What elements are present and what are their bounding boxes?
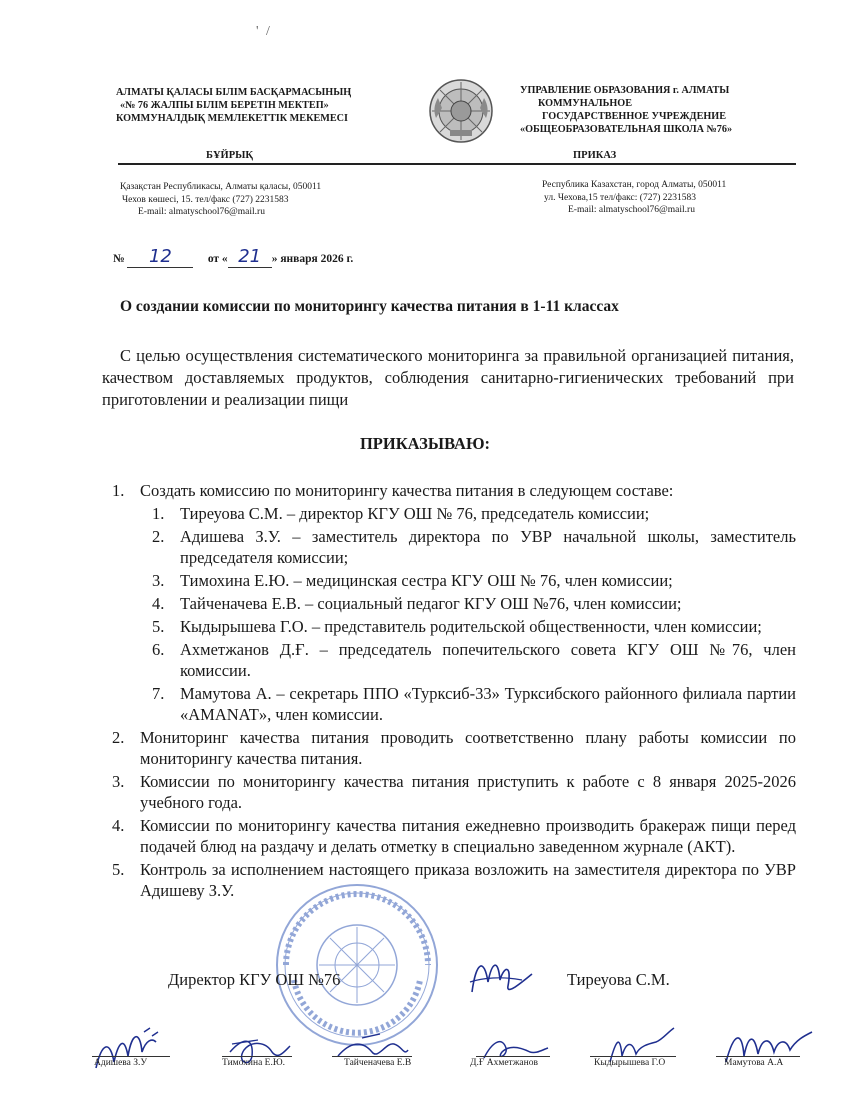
member-number: 1. [152, 504, 165, 523]
header-kz [116, 86, 386, 125]
signature-name: Мамутова А.А [724, 1058, 784, 1068]
item-text: Контроль за исполнением настоящего приказа возложить на заместителя директора по УВР Адишеву З.У. [140, 860, 796, 900]
member-item [100, 683, 796, 725]
member-text: Ахметжанов Д.Ғ. – председатель попечительского совета КГУ ОШ №76, член комиссии. [180, 640, 796, 680]
date-prefix: от « [207, 253, 228, 265]
address-kz-line: Чехов көшесі, 15. тел/факс (727) 2231583 [122, 194, 289, 205]
item-text: Мониторинг качества питания проводить соответственно плану работы комиссии по мониторингу качества питания. [140, 728, 796, 768]
signature-name: Адишева З.У [94, 1058, 148, 1068]
signature-line [716, 1056, 800, 1057]
order-items [100, 480, 796, 903]
document-title: О создании комиссии по мониторингу качества питания в 1-11 классах [120, 298, 619, 315]
signature-line [332, 1056, 412, 1057]
member-number: 7. [152, 684, 165, 703]
header-ru-line: КОММУНАЛЬНОЕ [538, 98, 633, 109]
date-suffix: » января 2026 г. [271, 253, 354, 265]
member-number: 6. [152, 640, 165, 659]
item-text: Комиссии по мониторингу качества питания приступить к работе с 8 января 2025-2026 учебного года. [140, 772, 796, 812]
member-item [100, 526, 796, 568]
address-ru-line: Республика Казахстан, город Алматы, 050011 [542, 180, 727, 190]
item-text: Создать комиссию по мониторингу качества питания в следующем составе: [140, 481, 674, 500]
item-number: 5. [112, 860, 125, 879]
item-number: 4. [112, 816, 125, 835]
item-number: 1. [112, 481, 125, 500]
list-item [100, 771, 796, 813]
member-number: 4. [152, 594, 165, 613]
member-text: Тимохина Е.Ю. – медицинская сестра КГУ ОШ № 76, член комиссии; [180, 571, 673, 590]
item-text: Комиссии по мониторингу качества питания ежедневно производить бракераж пищи перед подачей блюд на раздачу и делать отметку в специально заведенном журнале (АКТ). [140, 816, 796, 856]
order-number-date [113, 246, 353, 268]
member-text: Тиреуова С.М. – директор КГУ ОШ № 76, председатель комиссии; [180, 504, 650, 523]
member-item [100, 639, 796, 681]
address-kz [120, 181, 321, 219]
member-item [100, 570, 796, 591]
signature-line [476, 1056, 550, 1057]
header-ru-line: УПРАВЛЕНИЕ ОБРАЗОВАНИЯ г. АЛМАТЫ [520, 85, 730, 96]
director-label: Директор КГУ ОШ №76 [168, 970, 341, 989]
header-kz-line: КОММУНАЛДЫҚ МЕМЛЕКЕТТІК МЕКЕМЕСІ [116, 113, 348, 124]
member-number: 3. [152, 571, 165, 590]
item-number: 2. [112, 728, 125, 747]
member-number: 2. [152, 527, 165, 546]
signature-line [222, 1056, 292, 1057]
signature-name: Кыдырышева Г.О [594, 1058, 666, 1068]
header-divider [118, 163, 796, 165]
signature-line [590, 1056, 676, 1057]
signature-name: Д.Ғ Ахметжанов [470, 1058, 538, 1068]
director-name: Тиреуова С.М. [567, 970, 670, 989]
signature-name: Тимохина Е.Ю. [222, 1058, 286, 1068]
address-ru-line: ул. Чехова,15 тел/факс: (727) 2231583 [544, 192, 696, 203]
address-ru [542, 179, 726, 217]
member-number: 5. [152, 617, 165, 636]
order-number-field [127, 246, 193, 268]
order-day: 21 [238, 246, 262, 267]
director-signature-icon [462, 952, 542, 1002]
header-kz-line: «№ 76 ЖАЛПЫ БІЛІМ БЕРЕТІН МЕКТЕП» [120, 100, 329, 111]
member-text: Тайченачева Е.В. – социальный педагог КГУ ОШ №76, член комиссии; [180, 594, 682, 613]
preamble [102, 345, 794, 411]
order-label-kz: БҰЙРЫҚ [206, 150, 254, 161]
header-ru-line: «ОБЩЕОБРАЗОВАТЕЛЬНАЯ ШКОЛА №76» [520, 124, 733, 135]
member-item [100, 593, 796, 614]
member-text: Кыдырышева Г.О. – представитель родительской общественности, член комиссии; [180, 617, 762, 636]
number-prefix: № [113, 253, 125, 265]
list-item [100, 480, 796, 501]
member-item [100, 503, 796, 524]
signature-line [92, 1056, 170, 1057]
member-text: Адишева З.У. – заместитель директора по УВР начальной школы, заместитель председателя комиссии; [180, 527, 796, 567]
command-heading: ПРИКАЗЫВАЮ: [359, 434, 491, 453]
header-ru [520, 84, 770, 136]
item-number: 3. [112, 772, 125, 791]
preamble-text: С целью осуществления систематического мониторинга за правильной организацией питания, качеством доставляемых продуктов, соблюдения санитарно-гигиенических требований при приготовлении и реализации пищи [102, 346, 794, 409]
address-ru-line: E-mail: almatyschool76@mail.ru [568, 205, 695, 215]
signature-name: Тайченачева Е.В [344, 1058, 412, 1068]
header-kz-line: АЛМАТЫ ҚАЛАСЫ БІЛІМ БАСҚАРМАСЫНЫҢ [116, 87, 352, 98]
top-scribble-mark: ' / [256, 24, 272, 39]
order-number: 12 [148, 246, 172, 267]
address-kz-line: E-mail: almatyschool76@mail.ru [138, 207, 265, 217]
kazakhstan-emblem-icon [428, 78, 494, 144]
member-item [100, 616, 796, 637]
order-day-field [228, 246, 272, 268]
header-ru-line: ГОСУДАРСТВЕННОЕ УЧРЕЖДЕНИЕ [542, 111, 727, 122]
member-text: Мамутова А. – секретарь ППО «Турксиб-33» Турксибского районного филиала партии «AMANAT», член комиссии. [180, 684, 796, 724]
order-label-ru: ПРИКАЗ [573, 150, 617, 161]
address-kz-line: Қазақстан Республикасы, Алматы қаласы, 050011 [120, 182, 322, 192]
list-item [100, 727, 796, 769]
list-item [100, 815, 796, 857]
list-item [100, 859, 796, 901]
